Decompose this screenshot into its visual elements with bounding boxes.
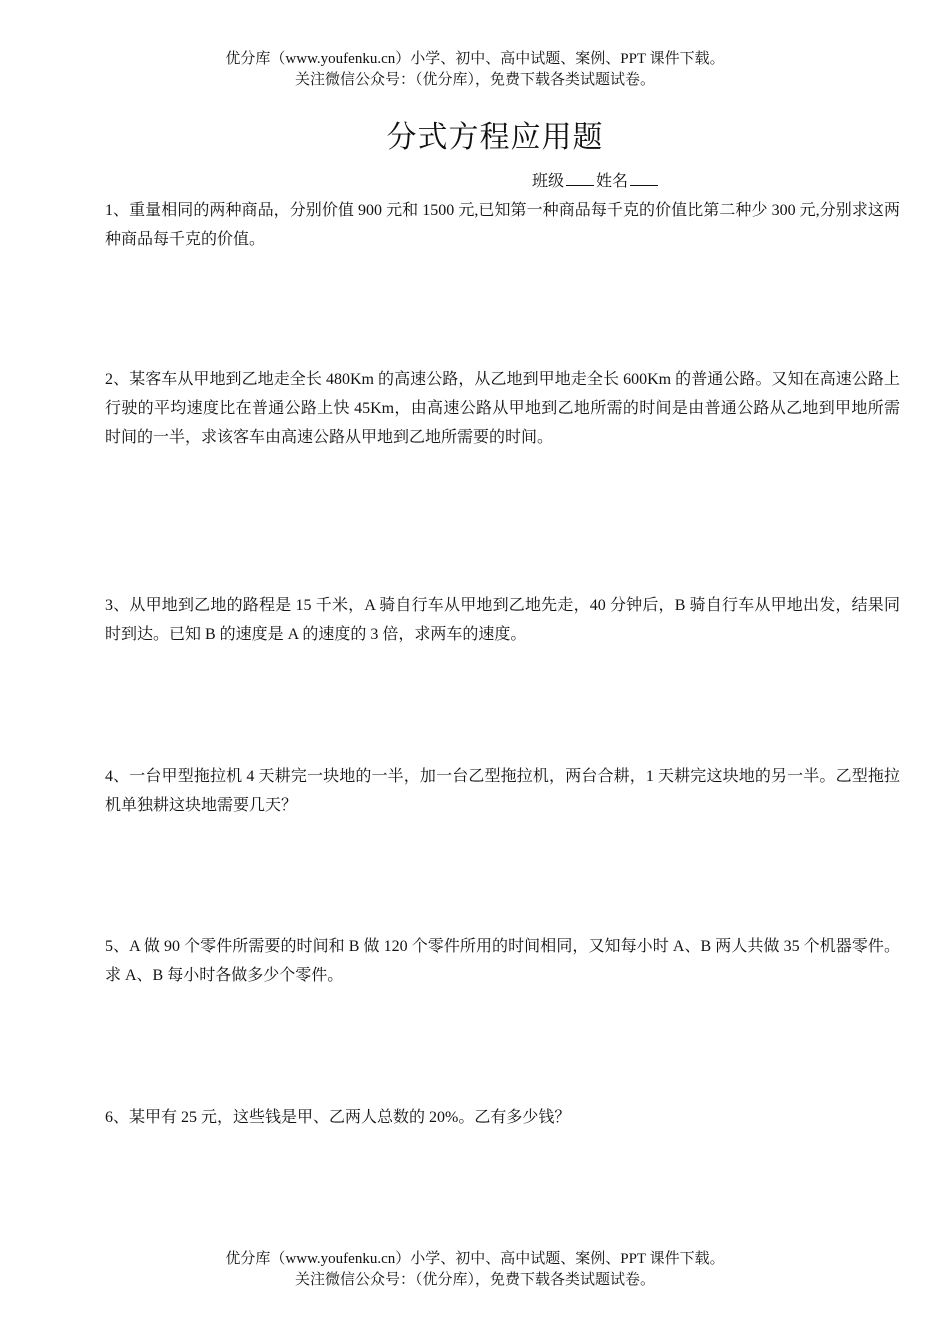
header-line-1: 优分库（www.youfenku.cn）小学、初中、高中试题、案例、PPT 课件下载。 — [225, 51, 725, 67]
question-3: 3、从甲地到乙地的路程是 15 千米，A 骑自行车从甲地到乙地先走，40 分钟后，B 骑自行车从甲地出发，结果同时到达。已知 B 的速度是 A 的速度的 3 倍，求两车的速度。 — [105, 597, 900, 643]
footer-line-1: 优分库（www.youfenku.cn）小学、初中、高中试题、案例、PPT 课件下载。 — [225, 1251, 725, 1267]
question-2: 2、某客车从甲地到乙地走全长 480Km 的高速公路，从乙地到甲地走全长 600Km 的普通公路。又知在高速公路上行驶的平均速度比在普通公路上快 45Km，由高速公路从甲地到乙地所需的时间是由普通公路从乙地到甲地所需时间的一半，求该客车由高速公路从甲地到乙地所需要的时间。 — [105, 371, 900, 446]
name-label: 姓名 — [596, 173, 629, 190]
page-footer — [0, 1249, 950, 1291]
name-blank[interactable] — [630, 168, 658, 186]
class-blank[interactable] — [566, 168, 594, 186]
question-1: 1、重量相同的两种商品，分别价值 900 元和 1500 元,已知第一种商品每千克的价值比第二种少 300 元,分别求这两种商品每千克的价值。 — [105, 202, 900, 248]
question-5: 5、A 做 90 个零件所需要的时间和 B 做 120 个零件所用的时间相同，又知每小时 A、B 两人共做 35 个机器零件。求 A、B 每小时各做多少个零件。 — [105, 938, 900, 984]
header-line-2: 关注微信公众号：（优分库），免费下载各类试题试卷。 — [294, 72, 655, 88]
page-header — [0, 49, 950, 91]
class-label: 班级 — [532, 173, 565, 190]
document-title: 分式方程应用题 — [386, 121, 604, 154]
footer-line-2: 关注微信公众号：（优分库），免费下载各类试题试卷。 — [294, 1272, 655, 1288]
question-6: 6、某甲有 25 元，这些钱是甲、乙两人总数的 20%。乙有多少钱？ — [105, 1109, 571, 1126]
question-4: 4、一台甲型拖拉机 4 天耕完一块地的一半，加一台乙型拖拉机，两台合耕，1 天耕完这块地的另一半。乙型拖拉机单独耕这块地需要几天？ — [105, 768, 900, 814]
student-info — [532, 168, 660, 195]
